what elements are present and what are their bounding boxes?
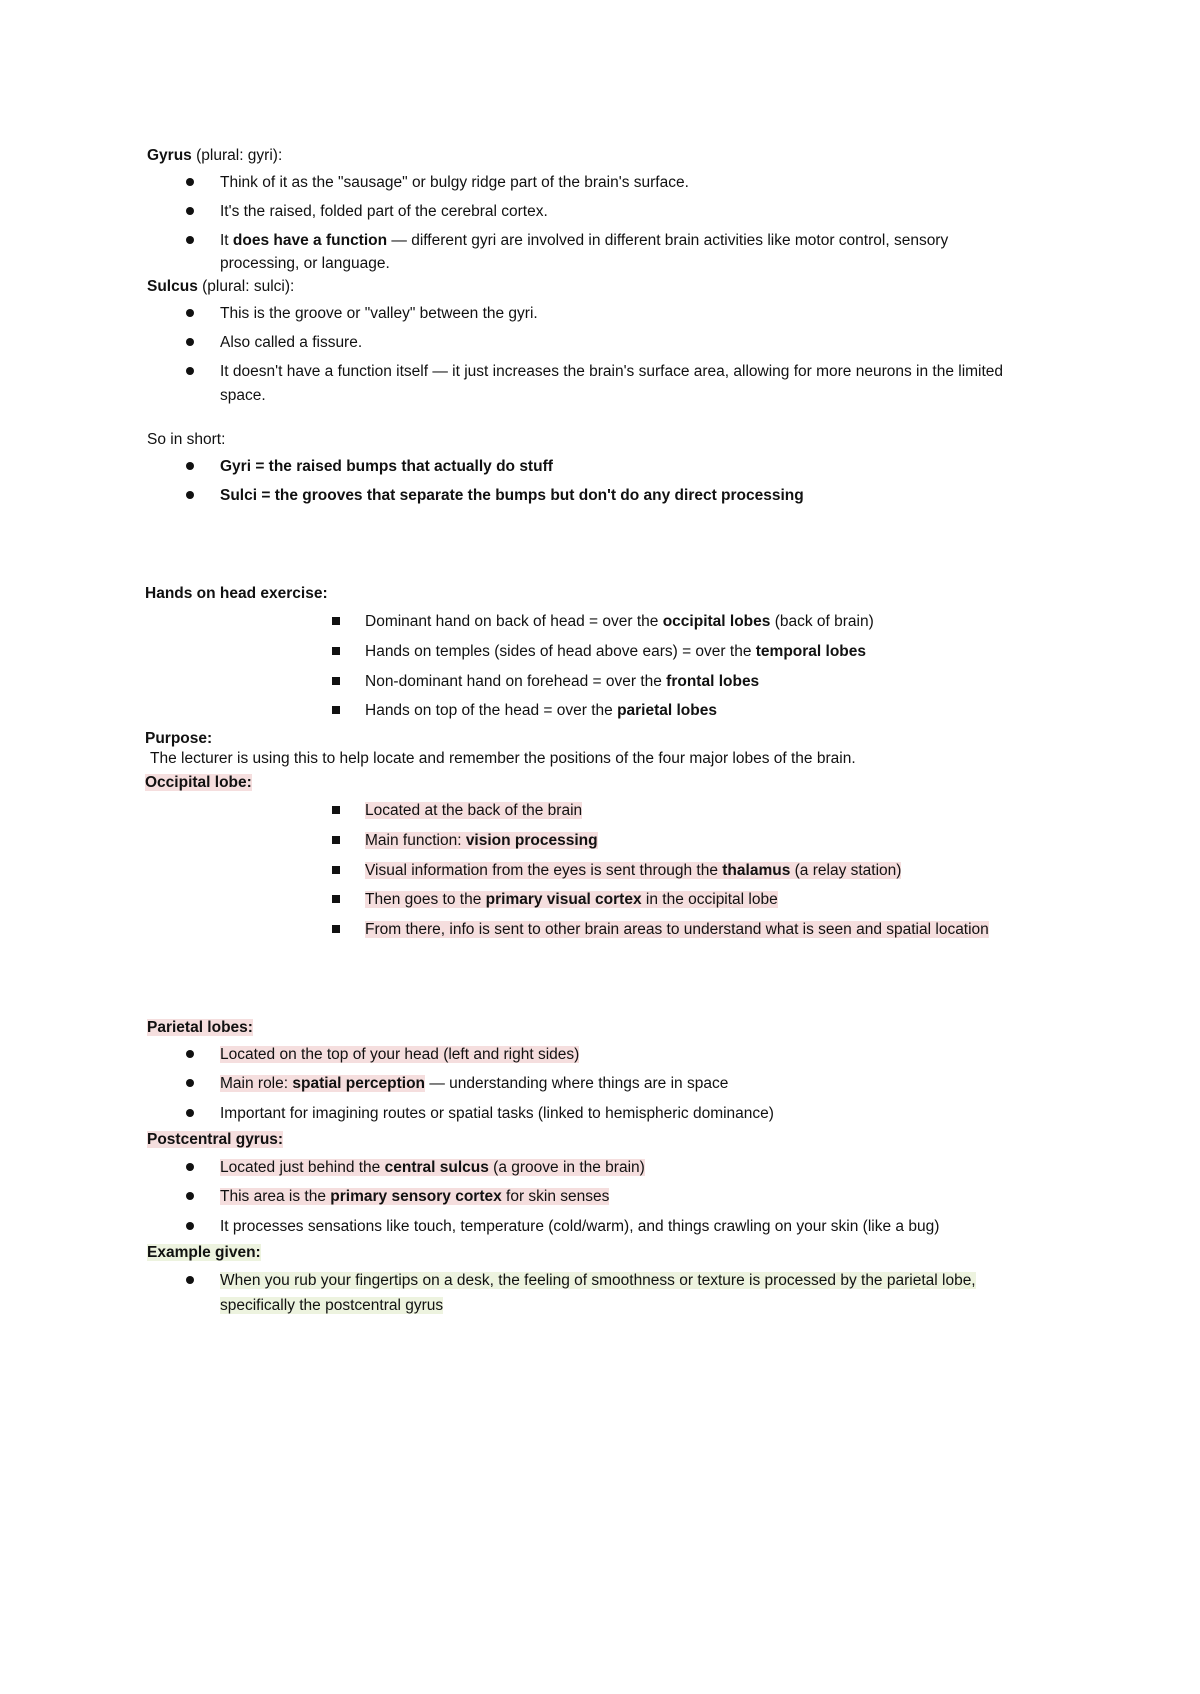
gyrus-heading: Gyrus (plural: gyri): bbox=[147, 147, 283, 164]
square-bullet-icon bbox=[332, 925, 340, 933]
summary-intro: So in short: bbox=[147, 431, 226, 448]
parietal-heading: Parietal lobes: bbox=[147, 1019, 253, 1036]
gyrus-item: Think of it as the "sausage" or bulgy ridge part of the brain's surface. bbox=[220, 174, 689, 191]
bullet-icon bbox=[186, 236, 194, 244]
square-bullet-icon bbox=[332, 836, 340, 844]
square-bullet-icon bbox=[332, 617, 340, 625]
bullet-icon bbox=[186, 338, 194, 346]
bullet-icon bbox=[186, 309, 194, 317]
occipital-item: Visual information from the eyes is sent through the thalamus (a relay station) bbox=[365, 862, 902, 879]
bullet-icon bbox=[186, 1192, 194, 1200]
postcentral-item: This area is the primary sensory cortex for skin senses bbox=[220, 1188, 610, 1205]
parietal-item: Main role: spatial perception — understanding where things are in space bbox=[220, 1075, 729, 1092]
square-bullet-icon bbox=[332, 806, 340, 814]
bullet-icon bbox=[186, 178, 194, 186]
sulcus-item: This is the groove or "valley" between the gyri. bbox=[220, 305, 538, 322]
square-bullet-icon bbox=[332, 866, 340, 874]
hands-item: Non-dominant hand on forehead = over the frontal lobes bbox=[365, 673, 760, 690]
occipital-item: Then goes to the primary visual cortex in the occipital lobe bbox=[365, 891, 778, 908]
bullet-icon bbox=[186, 207, 194, 215]
parietal-item: Important for imagining routes or spatial tasks (linked to hemispheric dominance) bbox=[220, 1105, 774, 1122]
square-bullet-icon bbox=[332, 895, 340, 903]
example-item: When you rub your fingertips on a desk, the feeling of smoothness or texture is processed by the parietal lobe, bbox=[220, 1272, 976, 1289]
sulcus-function-item-cont: space. bbox=[220, 387, 266, 404]
sulcus-item: Also called a fissure. bbox=[220, 334, 363, 351]
square-bullet-icon bbox=[332, 677, 340, 685]
postcentral-heading: Postcentral gyrus: bbox=[147, 1131, 284, 1148]
sulcus-heading: Sulcus (plural: sulci): bbox=[147, 278, 295, 295]
bullet-icon bbox=[186, 1109, 194, 1117]
occipital-item: From there, info is sent to other brain areas to understand what is seen and spatial location bbox=[365, 921, 989, 938]
purpose-heading: Purpose: bbox=[145, 730, 213, 747]
bullet-icon bbox=[186, 491, 194, 499]
bullet-icon bbox=[186, 367, 194, 375]
bullet-icon bbox=[186, 1276, 194, 1284]
gyrus-item: It's the raised, folded part of the cerebral cortex. bbox=[220, 203, 548, 220]
hands-heading: Hands on head exercise: bbox=[145, 585, 328, 602]
square-bullet-icon bbox=[332, 647, 340, 655]
bullet-icon bbox=[186, 1050, 194, 1058]
hands-item: Hands on temples (sides of head above ears) = over the temporal lobes bbox=[365, 643, 866, 660]
hands-item: Dominant hand on back of head = over the occipital lobes (back of brain) bbox=[365, 613, 874, 630]
postcentral-item: Located just behind the central sulcus (a groove in the brain) bbox=[220, 1159, 645, 1176]
bullet-icon bbox=[186, 1222, 194, 1230]
summary-item: Sulci = the grooves that separate the bumps but don't do any direct processing bbox=[220, 487, 804, 504]
bullet-icon bbox=[186, 462, 194, 470]
square-bullet-icon bbox=[332, 706, 340, 714]
postcentral-item: It processes sensations like touch, temperature (cold/warm), and things crawling on your skin (like a bug) bbox=[220, 1218, 940, 1235]
sulcus-function-item: It doesn't have a function itself — it just increases the brain's surface area, allowing for more neurons in the limited bbox=[220, 363, 1004, 380]
occipital-item: Main function: vision processing bbox=[365, 832, 598, 849]
bullet-icon bbox=[186, 1163, 194, 1171]
purpose-text: The lecturer is using this to help locate and remember the positions of the four major lobes of the brain. bbox=[150, 750, 856, 767]
example-heading: Example given: bbox=[147, 1244, 261, 1261]
example-item-cont: specifically the postcentral gyrus bbox=[220, 1297, 444, 1314]
gyrus-function-item: It does have a function — different gyri are involved in different brain activities like motor control, sensory bbox=[220, 232, 949, 249]
occipital-heading: Occipital lobe: bbox=[145, 774, 252, 791]
parietal-item: Located on the top of your head (left and right sides) bbox=[220, 1046, 580, 1063]
summary-item: Gyri = the raised bumps that actually do stuff bbox=[220, 458, 553, 475]
bullet-icon bbox=[186, 1079, 194, 1087]
gyrus-function-item-cont: processing, or language. bbox=[220, 255, 390, 272]
occipital-item: Located at the back of the brain bbox=[365, 802, 583, 819]
hands-item: Hands on top of the head = over the parietal lobes bbox=[365, 702, 717, 719]
